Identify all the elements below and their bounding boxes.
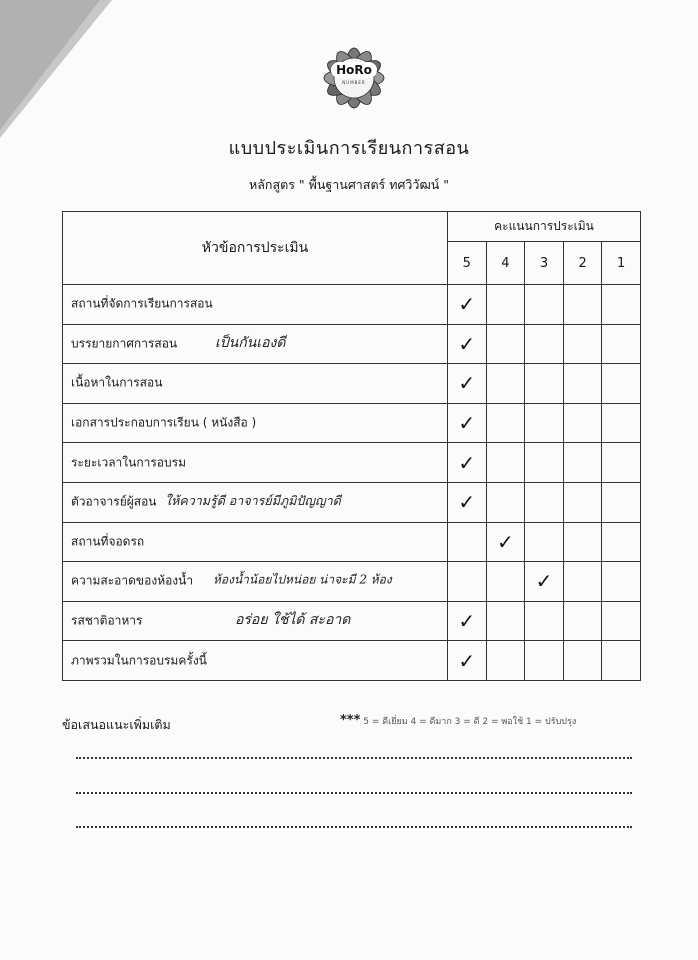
table-row	[63, 364, 641, 404]
handwritten-comment: ให้ความรู้ดี อาจารย์มีภูมิปัญญาดี	[165, 493, 341, 509]
checkbox-score-2[interactable]	[563, 403, 602, 443]
checkbox-score-4[interactable]: ✓	[486, 522, 525, 562]
checkbox-score-4[interactable]	[486, 641, 525, 681]
score-header: คะแนนการประเมิน	[448, 212, 641, 242]
score-col-5: 5	[448, 242, 487, 285]
topic-cell	[63, 285, 448, 325]
table-row	[63, 443, 641, 483]
checkbox-score-1[interactable]	[602, 562, 641, 602]
checkbox-score-2[interactable]	[563, 364, 602, 404]
checkbox-score-2[interactable]	[563, 482, 602, 522]
suggestions-label: ข้อเสนอแนะเพิ่มเติม	[62, 717, 171, 732]
checkbox-score-3[interactable]: ✓	[525, 562, 564, 602]
checkbox-score-5[interactable]	[448, 562, 487, 602]
checkbox-score-3[interactable]	[525, 641, 564, 681]
table-row	[63, 403, 641, 443]
topic-cell	[63, 601, 448, 641]
score-col-3: 3	[525, 242, 564, 285]
checkbox-score-3[interactable]	[525, 522, 564, 562]
checkbox-score-2[interactable]	[563, 324, 602, 364]
checkbox-score-3[interactable]	[525, 364, 564, 404]
topic-cell	[63, 403, 448, 443]
checkbox-score-5[interactable]	[448, 522, 487, 562]
topic-label: สถานที่จอดรถ	[71, 534, 145, 549]
topic-label: ความสะอาดของห้องน้ำ	[71, 573, 194, 588]
form-subtitle: หลักสูตร " พื้นฐานศาสตร์ ทศวิวัฒน์ "	[248, 177, 450, 192]
table-row	[63, 562, 641, 602]
topic-cell	[63, 641, 448, 681]
handwritten-comment: อร่อย ใช้ได้ สะอาด	[235, 611, 351, 628]
checkbox-score-1[interactable]	[602, 403, 641, 443]
topic-label: ระยะเวลาในการอบรม	[71, 455, 186, 470]
checkbox-score-3[interactable]	[525, 482, 564, 522]
logo-tag-text: NUMBER	[342, 80, 366, 85]
checkbox-score-3[interactable]	[525, 324, 564, 364]
topic-header: หัวข้อการประเมิน	[63, 212, 448, 285]
checkbox-score-1[interactable]	[602, 482, 641, 522]
evaluation-table	[62, 211, 641, 681]
checkbox-score-2[interactable]	[563, 522, 602, 562]
table-row	[63, 482, 641, 522]
table-row	[63, 285, 641, 325]
checkbox-score-2[interactable]	[563, 285, 602, 325]
checkbox-score-5[interactable]: ✓	[448, 482, 487, 522]
checkbox-score-1[interactable]	[602, 324, 641, 364]
checkbox-score-4[interactable]	[486, 482, 525, 522]
score-col-2: 2	[563, 242, 602, 285]
checkbox-score-5[interactable]: ✓	[448, 364, 487, 404]
topic-label: เนื้อหาในการสอน	[71, 375, 163, 390]
checkbox-score-3[interactable]	[525, 601, 564, 641]
table-row	[63, 324, 641, 364]
topic-label: ตัวอาจารย์ผู้สอน	[71, 494, 157, 509]
form-title: แบบประเมินการเรียนการสอน	[228, 138, 470, 159]
legend-stars: ***	[340, 713, 361, 728]
table-row	[63, 601, 641, 641]
checkbox-score-5[interactable]: ✓	[448, 601, 487, 641]
checkbox-score-5[interactable]: ✓	[448, 443, 487, 483]
checkbox-score-2[interactable]	[563, 562, 602, 602]
topic-cell	[63, 324, 448, 364]
suggestion-line[interactable]	[76, 757, 632, 759]
checkbox-score-5[interactable]: ✓	[448, 641, 487, 681]
topic-label: สถานที่จัดการเรียนการสอน	[71, 296, 213, 311]
checkbox-score-3[interactable]	[525, 285, 564, 325]
checkbox-score-1[interactable]	[602, 285, 641, 325]
checkbox-score-2[interactable]	[563, 601, 602, 641]
checkbox-score-2[interactable]	[563, 641, 602, 681]
checkbox-score-5[interactable]: ✓	[448, 285, 487, 325]
score-col-4: 4	[486, 242, 525, 285]
topic-cell	[63, 522, 448, 562]
suggestion-line[interactable]	[76, 826, 632, 828]
table-row	[63, 522, 641, 562]
handwritten-comment: ห้องน้ำน้อยไปหน่อย น่าจะมี 2 ห้อง	[213, 573, 392, 588]
score-col-1: 1	[602, 242, 641, 285]
checkbox-score-1[interactable]	[602, 601, 641, 641]
suggestion-line[interactable]	[76, 792, 632, 794]
legend-text: 5 = ดีเยี่ยม 4 = ดีมาก 3 = ดี 2 = พอใช้ 1 = ปรับปรุง	[363, 717, 577, 727]
topic-cell	[63, 562, 448, 602]
checkbox-score-5[interactable]: ✓	[448, 403, 487, 443]
folded-corner	[0, 0, 112, 138]
topic-cell	[63, 443, 448, 483]
logo-flower-icon	[312, 36, 396, 120]
logo-brand-text: HoRo	[331, 62, 377, 78]
checkbox-score-1[interactable]	[602, 364, 641, 404]
checkbox-score-1[interactable]	[602, 443, 641, 483]
score-legend	[340, 713, 576, 728]
checkbox-score-4[interactable]	[486, 601, 525, 641]
topic-label: เอกสารประกอบการเรียน ( หนังสือ )	[71, 415, 257, 430]
checkbox-score-4[interactable]	[486, 324, 525, 364]
topic-label: ภาพรวมในการอบรมครั้งนี้	[71, 653, 207, 668]
topic-cell	[63, 482, 448, 522]
checkbox-score-5[interactable]: ✓	[448, 324, 487, 364]
checkbox-score-2[interactable]	[563, 443, 602, 483]
handwritten-comment: เป็นกันเองดี	[215, 334, 286, 351]
topic-label: บรรยายกาศการสอน	[71, 336, 178, 351]
checkbox-score-4[interactable]	[486, 443, 525, 483]
checkbox-score-4[interactable]	[486, 285, 525, 325]
topic-label: รสชาติอาหาร	[71, 613, 143, 628]
checkbox-score-4[interactable]	[486, 403, 525, 443]
checkbox-score-3[interactable]	[525, 403, 564, 443]
topic-cell	[63, 364, 448, 404]
checkbox-score-4[interactable]	[486, 562, 525, 602]
checkbox-score-3[interactable]	[525, 443, 564, 483]
table-row	[63, 641, 641, 681]
checkbox-score-1[interactable]	[602, 641, 641, 681]
checkbox-score-4[interactable]	[486, 364, 525, 404]
checkbox-score-1[interactable]	[602, 522, 641, 562]
